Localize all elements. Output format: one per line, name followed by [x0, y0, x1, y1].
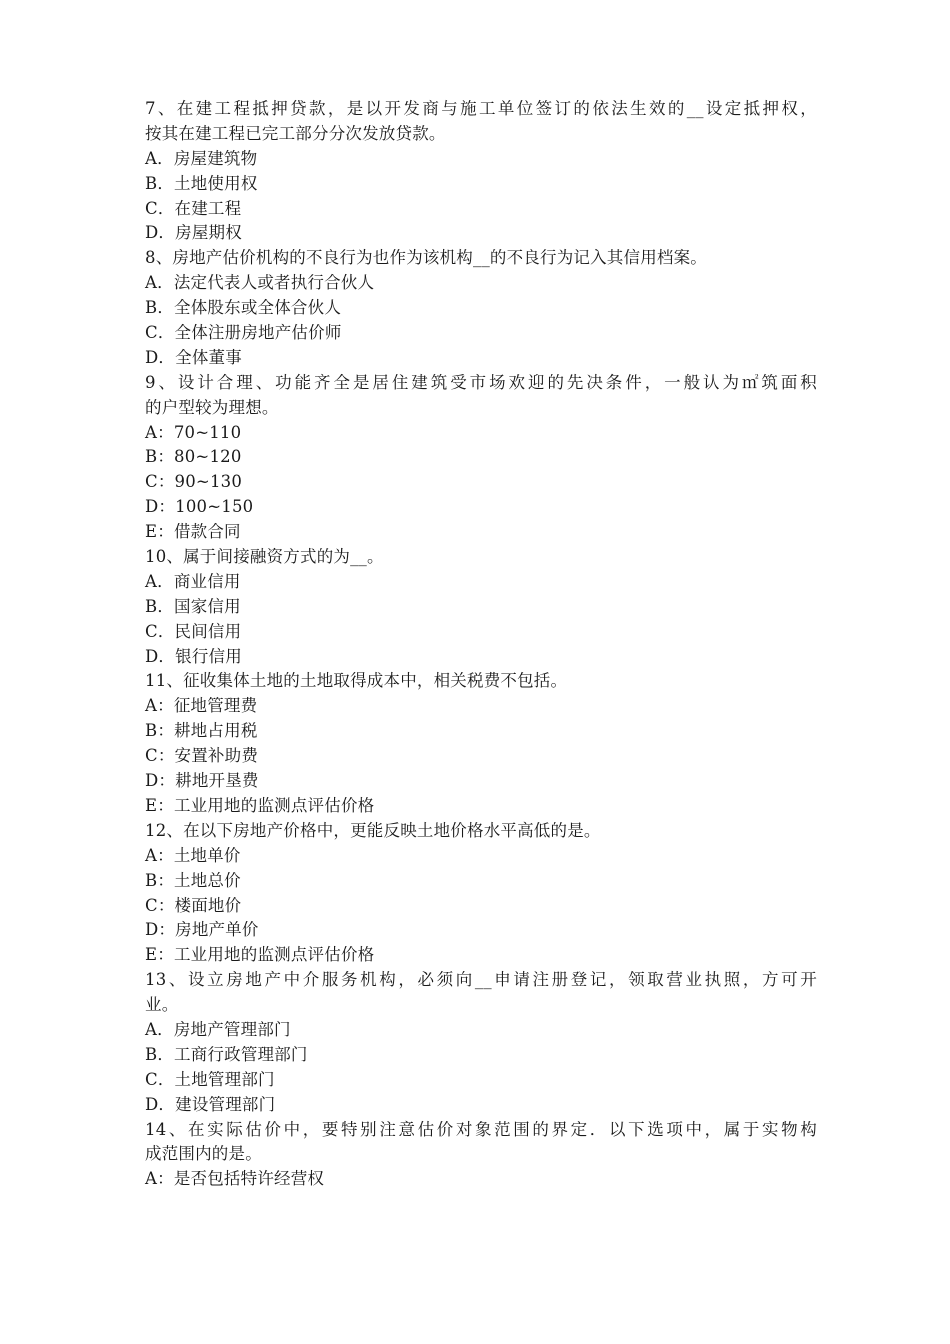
document-page	[145, 97, 817, 1192]
question-13-option-c: C．土地管理部门	[145, 1069, 275, 1089]
question-13-option-d: D．建设管理部门	[145, 1094, 276, 1114]
question-7-line-2: 按其在建工程已完工部分分次发放贷款。	[145, 123, 446, 143]
question-7-option-d: D．房屋期权	[145, 223, 242, 243]
question-9-option-a: A：70~110	[145, 422, 242, 442]
question-7-option-c: C．在建工程	[145, 198, 242, 218]
question-11-option-e: E：工业用地的监测点评估价格	[145, 795, 375, 815]
question-8-option-c: C．全体注册房地产估价师	[145, 323, 342, 343]
question-11-option-d: D：耕地开垦费	[145, 771, 259, 791]
question-12-line-1: 12、在以下房地产价格中，更能反映土地价格水平高低的是。	[145, 820, 601, 840]
question-9-option-e: E：借款合同	[145, 522, 241, 542]
question-8-line-1: 8、房地产估价机构的不良行为也作为该机构__的不良行为记入其信用档案。	[145, 248, 707, 268]
question-14-line-2: 成范围内的是。	[145, 1144, 262, 1164]
question-8-option-d: D．全体董事	[145, 347, 242, 367]
question-11-line-1: 11、征收集体土地的土地取得成本中，相关税费不包括。	[145, 671, 568, 691]
question-10-option-b: B．国家信用	[145, 596, 241, 616]
question-10-line-1: 10、属于间接融资方式的为__。	[145, 547, 384, 567]
question-7-option-b: B．土地使用权	[145, 173, 258, 193]
question-12-option-b: B：土地总价	[145, 870, 241, 890]
question-9-option-c: C：90~130	[145, 472, 243, 492]
question-7-option-a: A．房屋建筑物	[145, 148, 258, 168]
question-10-option-c: C．民间信用	[145, 621, 242, 641]
question-12-option-a: A：土地单价	[145, 845, 241, 865]
question-13-option-b: B．工商行政管理部门	[145, 1044, 308, 1064]
question-14-line-1: 14、在实际估价中，要特别注意估价对象范围的界定．以下选项中，属于实物构	[145, 1119, 817, 1139]
question-9-option-d: D：100~150	[145, 497, 254, 517]
question-9-line-1: 9、设计合理、功能齐全是居住建筑受市场欢迎的先决条件，一般认为㎡筑面积	[145, 372, 817, 392]
question-10-option-d: D．银行信用	[145, 646, 242, 666]
question-11-option-a: A：征地管理费	[145, 696, 258, 716]
question-13-option-a: A．房地产管理部门	[145, 1019, 291, 1039]
question-12-option-e: E：工业用地的监测点评估价格	[145, 945, 375, 965]
question-14-option-a: A：是否包括特许经营权	[145, 1169, 325, 1189]
question-12-option-c: C：楼面地价	[145, 895, 242, 915]
question-8-option-a: A．法定代表人或者执行合伙人	[145, 273, 375, 293]
question-12-option-d: D：房地产单价	[145, 920, 259, 940]
question-11-option-b: B：耕地占用税	[145, 721, 258, 741]
question-9-option-b: B：80~120	[145, 447, 242, 467]
question-11-option-c: C：安置补助费	[145, 746, 259, 766]
question-10-option-a: A．商业信用	[145, 571, 241, 591]
question-13-line-2: 业。	[145, 995, 179, 1015]
question-9-line-2: 的户型较为理想。	[145, 397, 279, 417]
question-13-line-1: 13、设立房地产中介服务机构，必须向__申请注册登记，领取营业执照，方可开	[145, 970, 817, 990]
question-7-line-1: 7、在建工程抵押贷款，是以开发商与施工单位签订的依法生效的__设定抵押权，	[145, 99, 817, 118]
question-8-option-b: B．全体股东或全体合伙人	[145, 298, 342, 318]
